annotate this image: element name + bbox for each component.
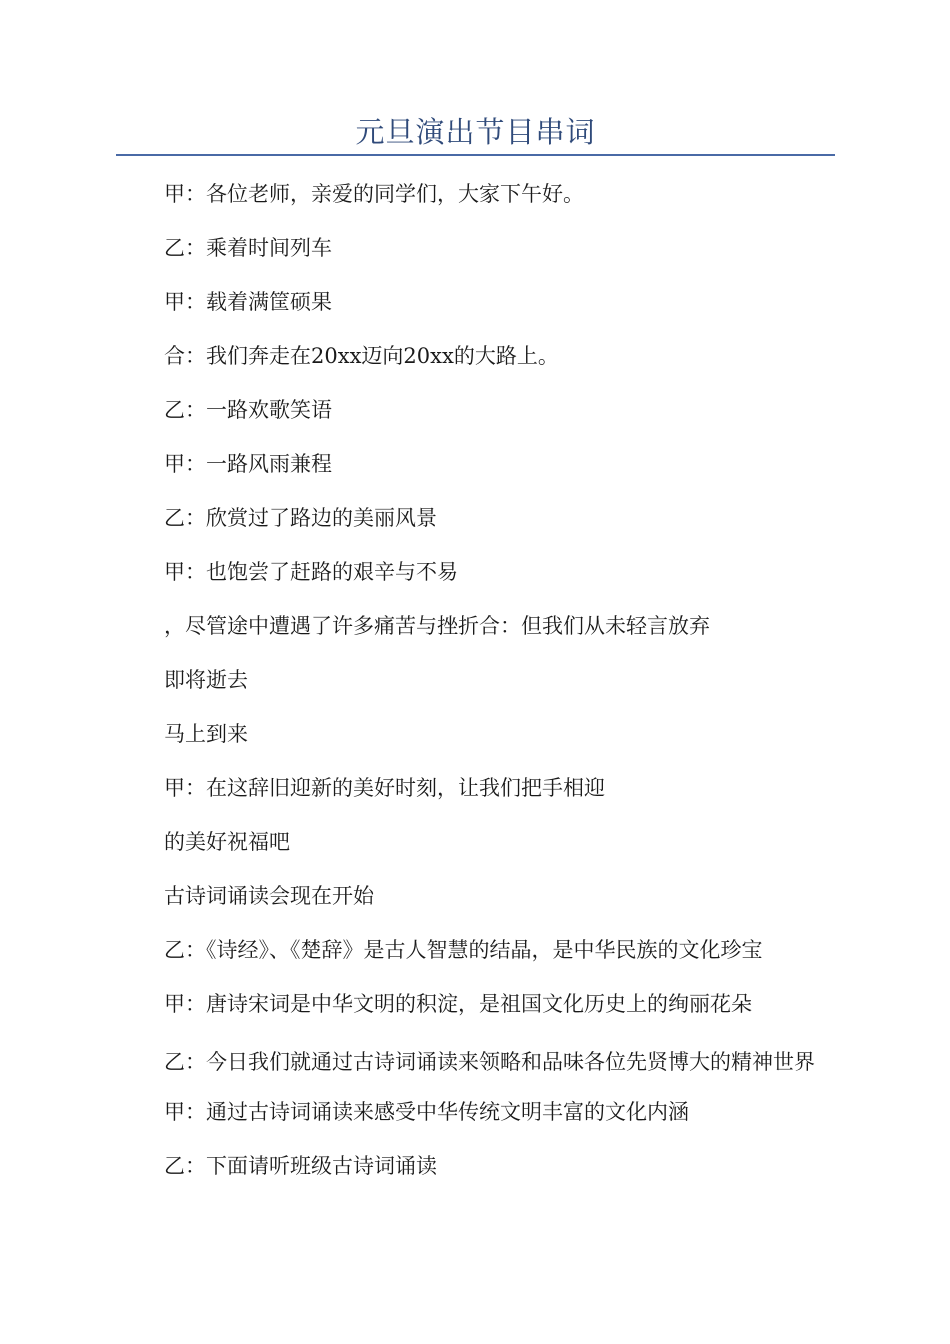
paragraph: 乙：一路欢歌笑语 bbox=[164, 398, 332, 422]
paragraph: 乙：乘着时间列车 bbox=[164, 236, 332, 260]
paragraph: 甲：唐诗宋词是中华文明的积淀，是祖国文化历史上的绚丽花朵 bbox=[164, 992, 752, 1016]
paragraph: 甲：一路风雨兼程 bbox=[164, 452, 332, 476]
paragraph: 甲：各位老师，亲爱的同学们，大家下午好。 bbox=[164, 182, 584, 206]
paragraph: 马上到来 bbox=[164, 722, 248, 746]
document-body bbox=[116, 176, 835, 1202]
paragraph: 乙：欣赏过了路边的美丽风景 bbox=[164, 506, 437, 530]
paragraph: 古诗词诵读会现在开始 bbox=[164, 884, 374, 908]
paragraph: 甲：也饱尝了赶路的艰辛与不易 bbox=[164, 560, 458, 584]
paragraph: 甲：通过古诗词诵读来感受中华传统文明丰富的文化内涵 bbox=[164, 1100, 689, 1124]
paragraph: 甲：载着满筐硕果 bbox=[164, 290, 332, 314]
paragraph: 的美好祝福吧 bbox=[164, 830, 290, 854]
paragraph: ，尽管途中遭遇了许多痛苦与挫折合：但我们从未轻言放弃 bbox=[164, 614, 710, 638]
paragraph: 甲：在这辞旧迎新的美好时刻，让我们把手相迎 bbox=[164, 776, 605, 800]
paragraph: 乙：今日我们就通过古诗词诵读来领略和品味各位先贤博大的精神世界 bbox=[164, 1050, 815, 1074]
document-title: 元旦演出节目串词 bbox=[355, 115, 596, 149]
paragraph: 乙：下面请听班级古诗词诵读 bbox=[164, 1154, 437, 1178]
paragraph: 即将逝去 bbox=[164, 668, 248, 692]
paragraph: 合：我们奔走在20xx迈向20xx的大路上。 bbox=[164, 344, 559, 368]
title-underline bbox=[116, 154, 835, 156]
paragraph: 乙：《诗经》、《楚辞》是古人智慧的结晶，是中华民族的文化珍宝 bbox=[164, 938, 763, 962]
